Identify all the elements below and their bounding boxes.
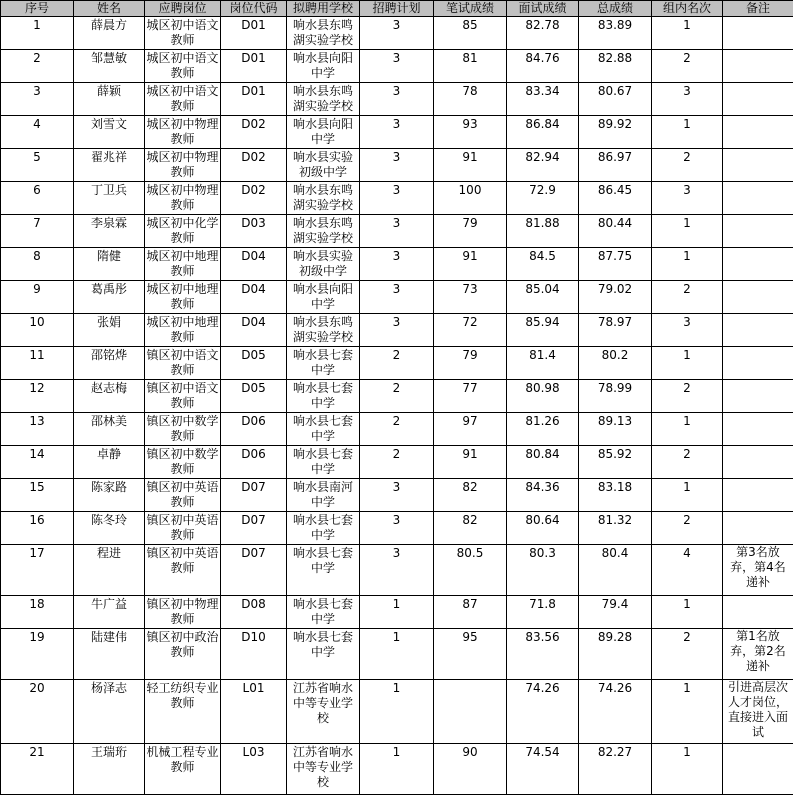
row-number: 10 <box>1 314 74 347</box>
interview-score: 84.76 <box>507 50 579 83</box>
applied-position: 城区初中语文教师 <box>145 50 221 83</box>
group-rank: 1 <box>652 479 723 512</box>
assigned-school: 响水县东鸣湖实验学校 <box>287 182 360 215</box>
row-number: 16 <box>1 512 74 545</box>
applied-position: 镇区初中英语教师 <box>145 479 221 512</box>
row-number: 2 <box>1 50 74 83</box>
table-body <box>1 17 793 795</box>
row-number: 18 <box>1 596 74 629</box>
position-code: D02 <box>221 182 287 215</box>
interview-score: 74.54 <box>507 744 579 795</box>
recruitment-plan: 3 <box>360 17 434 50</box>
column-header: 组内名次 <box>652 1 723 17</box>
applied-position: 镇区初中数学教师 <box>145 446 221 479</box>
table-row <box>1 83 793 116</box>
total-score: 80.44 <box>579 215 652 248</box>
column-header: 应聘岗位 <box>145 1 221 17</box>
total-score: 86.97 <box>579 149 652 182</box>
interview-score: 72.9 <box>507 182 579 215</box>
group-rank: 1 <box>652 680 723 744</box>
column-header: 岗位代码 <box>221 1 287 17</box>
recruitment-plan: 2 <box>360 446 434 479</box>
column-header: 姓名 <box>74 1 145 17</box>
candidate-name: 邵林美 <box>74 413 145 446</box>
remark: 第3名放弃，第4名递补 <box>723 545 793 596</box>
recruitment-plan: 3 <box>360 182 434 215</box>
applied-position: 机械工程专业教师 <box>145 744 221 795</box>
position-code: D06 <box>221 446 287 479</box>
written-score: 72 <box>434 314 507 347</box>
group-rank: 1 <box>652 347 723 380</box>
interview-score: 85.04 <box>507 281 579 314</box>
written-score: 100 <box>434 182 507 215</box>
written-score: 80.5 <box>434 545 507 596</box>
position-code: D03 <box>221 215 287 248</box>
interview-score: 80.84 <box>507 446 579 479</box>
candidate-name: 邵铭烨 <box>74 347 145 380</box>
position-code: D01 <box>221 17 287 50</box>
recruitment-plan: 3 <box>360 281 434 314</box>
remark <box>723 380 793 413</box>
table-row <box>1 680 793 744</box>
column-header: 笔试成绩 <box>434 1 507 17</box>
recruitment-plan: 3 <box>360 116 434 149</box>
applied-position: 城区初中地理教师 <box>145 314 221 347</box>
table-row <box>1 248 793 281</box>
applied-position: 城区初中语文教师 <box>145 17 221 50</box>
assigned-school: 江苏省响水中等专业学校 <box>287 744 360 795</box>
assigned-school: 响水县七套中学 <box>287 446 360 479</box>
group-rank: 3 <box>652 314 723 347</box>
group-rank: 2 <box>652 380 723 413</box>
remark <box>723 479 793 512</box>
remark <box>723 413 793 446</box>
recruitment-plan: 3 <box>360 512 434 545</box>
table-row <box>1 116 793 149</box>
table-row <box>1 347 793 380</box>
remark <box>723 149 793 182</box>
total-score: 89.28 <box>579 629 652 680</box>
written-score: 79 <box>434 347 507 380</box>
written-score: 91 <box>434 446 507 479</box>
remark <box>723 83 793 116</box>
candidate-name: 薛颖 <box>74 83 145 116</box>
interview-score: 84.36 <box>507 479 579 512</box>
applied-position: 镇区初中英语教师 <box>145 545 221 596</box>
candidate-name: 赵志梅 <box>74 380 145 413</box>
total-score: 89.13 <box>579 413 652 446</box>
remark <box>723 182 793 215</box>
column-header: 招聘计划 <box>360 1 434 17</box>
position-code: D07 <box>221 512 287 545</box>
row-number: 11 <box>1 347 74 380</box>
recruitment-plan: 3 <box>360 479 434 512</box>
interview-score: 71.8 <box>507 596 579 629</box>
row-number: 13 <box>1 413 74 446</box>
candidate-name: 翟兆祥 <box>74 149 145 182</box>
row-number: 1 <box>1 17 74 50</box>
interview-score: 85.94 <box>507 314 579 347</box>
interview-score: 80.64 <box>507 512 579 545</box>
row-number: 5 <box>1 149 74 182</box>
applied-position: 镇区初中英语教师 <box>145 512 221 545</box>
row-number: 20 <box>1 680 74 744</box>
group-rank: 2 <box>652 149 723 182</box>
group-rank: 1 <box>652 744 723 795</box>
row-number: 8 <box>1 248 74 281</box>
total-score: 80.2 <box>579 347 652 380</box>
row-number: 12 <box>1 380 74 413</box>
interview-score: 82.78 <box>507 17 579 50</box>
assigned-school: 响水县向阳中学 <box>287 50 360 83</box>
total-score: 80.67 <box>579 83 652 116</box>
position-code: D05 <box>221 347 287 380</box>
interview-score: 80.98 <box>507 380 579 413</box>
row-number: 15 <box>1 479 74 512</box>
written-score: 79 <box>434 215 507 248</box>
table-row <box>1 215 793 248</box>
recruitment-plan: 3 <box>360 248 434 281</box>
position-code: D04 <box>221 281 287 314</box>
table-row <box>1 50 793 83</box>
position-code: D06 <box>221 413 287 446</box>
total-score: 83.89 <box>579 17 652 50</box>
table-row <box>1 744 793 795</box>
applied-position: 城区初中化学教师 <box>145 215 221 248</box>
recruitment-plan: 3 <box>360 545 434 596</box>
remark <box>723 50 793 83</box>
remark <box>723 744 793 795</box>
assigned-school: 响水县东鸣湖实验学校 <box>287 83 360 116</box>
table-row <box>1 281 793 314</box>
written-score: 93 <box>434 116 507 149</box>
assigned-school: 响水县东鸣湖实验学校 <box>287 314 360 347</box>
written-score: 73 <box>434 281 507 314</box>
table-row <box>1 446 793 479</box>
remark: 第1名放弃，第2名递补 <box>723 629 793 680</box>
applied-position: 城区初中地理教师 <box>145 281 221 314</box>
assigned-school: 响水县南河中学 <box>287 479 360 512</box>
written-score: 77 <box>434 380 507 413</box>
table-row <box>1 17 793 50</box>
candidate-name: 陈冬玲 <box>74 512 145 545</box>
table-row <box>1 182 793 215</box>
total-score: 81.32 <box>579 512 652 545</box>
remark: 引进高层次人才岗位，直接进入面试 <box>723 680 793 744</box>
assigned-school: 响水县七套中学 <box>287 512 360 545</box>
candidate-name: 程进 <box>74 545 145 596</box>
total-score: 80.4 <box>579 545 652 596</box>
candidate-name: 陈家路 <box>74 479 145 512</box>
group-rank: 1 <box>652 116 723 149</box>
total-score: 79.02 <box>579 281 652 314</box>
position-code: D01 <box>221 83 287 116</box>
recruitment-plan: 2 <box>360 380 434 413</box>
written-score: 87 <box>434 596 507 629</box>
group-rank: 1 <box>652 215 723 248</box>
written-score: 91 <box>434 248 507 281</box>
table-row <box>1 413 793 446</box>
candidate-name: 邹慧敏 <box>74 50 145 83</box>
group-rank: 1 <box>652 413 723 446</box>
group-rank: 3 <box>652 83 723 116</box>
recruitment-plan: 3 <box>360 314 434 347</box>
interview-score: 83.34 <box>507 83 579 116</box>
group-rank: 1 <box>652 248 723 281</box>
applied-position: 镇区初中语文教师 <box>145 347 221 380</box>
group-rank: 4 <box>652 545 723 596</box>
candidate-name: 李泉霖 <box>74 215 145 248</box>
recruitment-plan: 1 <box>360 629 434 680</box>
group-rank: 2 <box>652 446 723 479</box>
total-score: 87.75 <box>579 248 652 281</box>
candidate-name: 杨泽志 <box>74 680 145 744</box>
candidate-name: 卓静 <box>74 446 145 479</box>
interview-score: 86.84 <box>507 116 579 149</box>
applied-position: 城区初中物理教师 <box>145 149 221 182</box>
written-score: 78 <box>434 83 507 116</box>
total-score: 74.26 <box>579 680 652 744</box>
row-number: 3 <box>1 83 74 116</box>
table-row <box>1 380 793 413</box>
applied-position: 镇区初中政治教师 <box>145 629 221 680</box>
group-rank: 1 <box>652 596 723 629</box>
column-header: 总成绩 <box>579 1 652 17</box>
recruitment-plan: 3 <box>360 149 434 182</box>
applied-position: 镇区初中语文教师 <box>145 380 221 413</box>
recruitment-plan: 2 <box>360 347 434 380</box>
interview-score: 81.88 <box>507 215 579 248</box>
remark <box>723 281 793 314</box>
remark <box>723 596 793 629</box>
group-rank: 2 <box>652 50 723 83</box>
recruitment-plan: 3 <box>360 83 434 116</box>
interview-score: 80.3 <box>507 545 579 596</box>
row-number: 19 <box>1 629 74 680</box>
applied-position: 城区初中语文教师 <box>145 83 221 116</box>
written-score <box>434 680 507 744</box>
remark <box>723 248 793 281</box>
recruitment-plan: 1 <box>360 680 434 744</box>
total-score: 82.88 <box>579 50 652 83</box>
total-score: 89.92 <box>579 116 652 149</box>
assigned-school: 响水县七套中学 <box>287 347 360 380</box>
column-header: 备注 <box>723 1 793 17</box>
candidate-name: 张娟 <box>74 314 145 347</box>
remark <box>723 347 793 380</box>
written-score: 82 <box>434 479 507 512</box>
applied-position: 镇区初中物理教师 <box>145 596 221 629</box>
candidate-name: 牛广益 <box>74 596 145 629</box>
group-rank: 3 <box>652 182 723 215</box>
assigned-school: 响水县七套中学 <box>287 596 360 629</box>
written-score: 90 <box>434 744 507 795</box>
assigned-school: 响水县向阳中学 <box>287 116 360 149</box>
row-number: 7 <box>1 215 74 248</box>
written-score: 82 <box>434 512 507 545</box>
candidate-name: 隋健 <box>74 248 145 281</box>
position-code: D02 <box>221 149 287 182</box>
column-header: 序号 <box>1 1 74 17</box>
written-score: 85 <box>434 17 507 50</box>
candidate-name: 葛禹彤 <box>74 281 145 314</box>
position-code: D04 <box>221 248 287 281</box>
table-row <box>1 629 793 680</box>
group-rank: 2 <box>652 629 723 680</box>
table-row <box>1 512 793 545</box>
applied-position: 城区初中物理教师 <box>145 182 221 215</box>
position-code: L01 <box>221 680 287 744</box>
total-score: 78.97 <box>579 314 652 347</box>
remark <box>723 446 793 479</box>
row-number: 4 <box>1 116 74 149</box>
position-code: D04 <box>221 314 287 347</box>
total-score: 82.27 <box>579 744 652 795</box>
position-code: D07 <box>221 545 287 596</box>
remark <box>723 512 793 545</box>
interview-score: 82.94 <box>507 149 579 182</box>
row-number: 9 <box>1 281 74 314</box>
candidate-name: 薛晨方 <box>74 17 145 50</box>
interview-score: 81.26 <box>507 413 579 446</box>
interview-score: 81.4 <box>507 347 579 380</box>
remark <box>723 17 793 50</box>
table-row <box>1 314 793 347</box>
recruitment-plan: 1 <box>360 744 434 795</box>
assigned-school: 响水县东鸣湖实验学校 <box>287 17 360 50</box>
written-score: 91 <box>434 149 507 182</box>
remark <box>723 215 793 248</box>
recruitment-plan: 3 <box>360 215 434 248</box>
group-rank: 1 <box>652 17 723 50</box>
interview-score: 74.26 <box>507 680 579 744</box>
assigned-school: 响水县七套中学 <box>287 380 360 413</box>
written-score: 97 <box>434 413 507 446</box>
table-row <box>1 479 793 512</box>
assigned-school: 响水县七套中学 <box>287 629 360 680</box>
interview-score: 83.56 <box>507 629 579 680</box>
table-row <box>1 545 793 596</box>
assigned-school: 响水县七套中学 <box>287 413 360 446</box>
position-code: D01 <box>221 50 287 83</box>
position-code: D02 <box>221 116 287 149</box>
applied-position: 城区初中物理教师 <box>145 116 221 149</box>
row-number: 21 <box>1 744 74 795</box>
assigned-school: 响水县向阳中学 <box>287 281 360 314</box>
interview-score: 84.5 <box>507 248 579 281</box>
applied-position: 轻工纺织专业教师 <box>145 680 221 744</box>
column-header: 拟聘用学校 <box>287 1 360 17</box>
recruitment-plan: 2 <box>360 413 434 446</box>
written-score: 81 <box>434 50 507 83</box>
position-code: D08 <box>221 596 287 629</box>
candidate-name: 王瑞珩 <box>74 744 145 795</box>
assigned-school: 响水县实验初级中学 <box>287 248 360 281</box>
total-score: 79.4 <box>579 596 652 629</box>
assigned-school: 响水县实验初级中学 <box>287 149 360 182</box>
candidate-name: 丁卫兵 <box>74 182 145 215</box>
remark <box>723 116 793 149</box>
column-header: 面试成绩 <box>507 1 579 17</box>
applied-position: 镇区初中数学教师 <box>145 413 221 446</box>
position-code: D05 <box>221 380 287 413</box>
written-score: 95 <box>434 629 507 680</box>
assigned-school: 响水县七套中学 <box>287 545 360 596</box>
candidate-name: 刘雪文 <box>74 116 145 149</box>
total-score: 78.99 <box>579 380 652 413</box>
table-row <box>1 149 793 182</box>
recruitment-plan: 1 <box>360 596 434 629</box>
row-number: 6 <box>1 182 74 215</box>
assigned-school: 江苏省响水中等专业学校 <box>287 680 360 744</box>
recruitment-plan: 3 <box>360 50 434 83</box>
position-code: L03 <box>221 744 287 795</box>
candidate-name: 陆建伟 <box>74 629 145 680</box>
remark <box>723 314 793 347</box>
group-rank: 2 <box>652 281 723 314</box>
header-row <box>1 1 793 17</box>
position-code: D10 <box>221 629 287 680</box>
position-code: D07 <box>221 479 287 512</box>
row-number: 14 <box>1 446 74 479</box>
applied-position: 城区初中地理教师 <box>145 248 221 281</box>
assigned-school: 响水县东鸣湖实验学校 <box>287 215 360 248</box>
total-score: 86.45 <box>579 182 652 215</box>
total-score: 83.18 <box>579 479 652 512</box>
row-number: 17 <box>1 545 74 596</box>
table-row <box>1 596 793 629</box>
total-score: 85.92 <box>579 446 652 479</box>
group-rank: 2 <box>652 512 723 545</box>
